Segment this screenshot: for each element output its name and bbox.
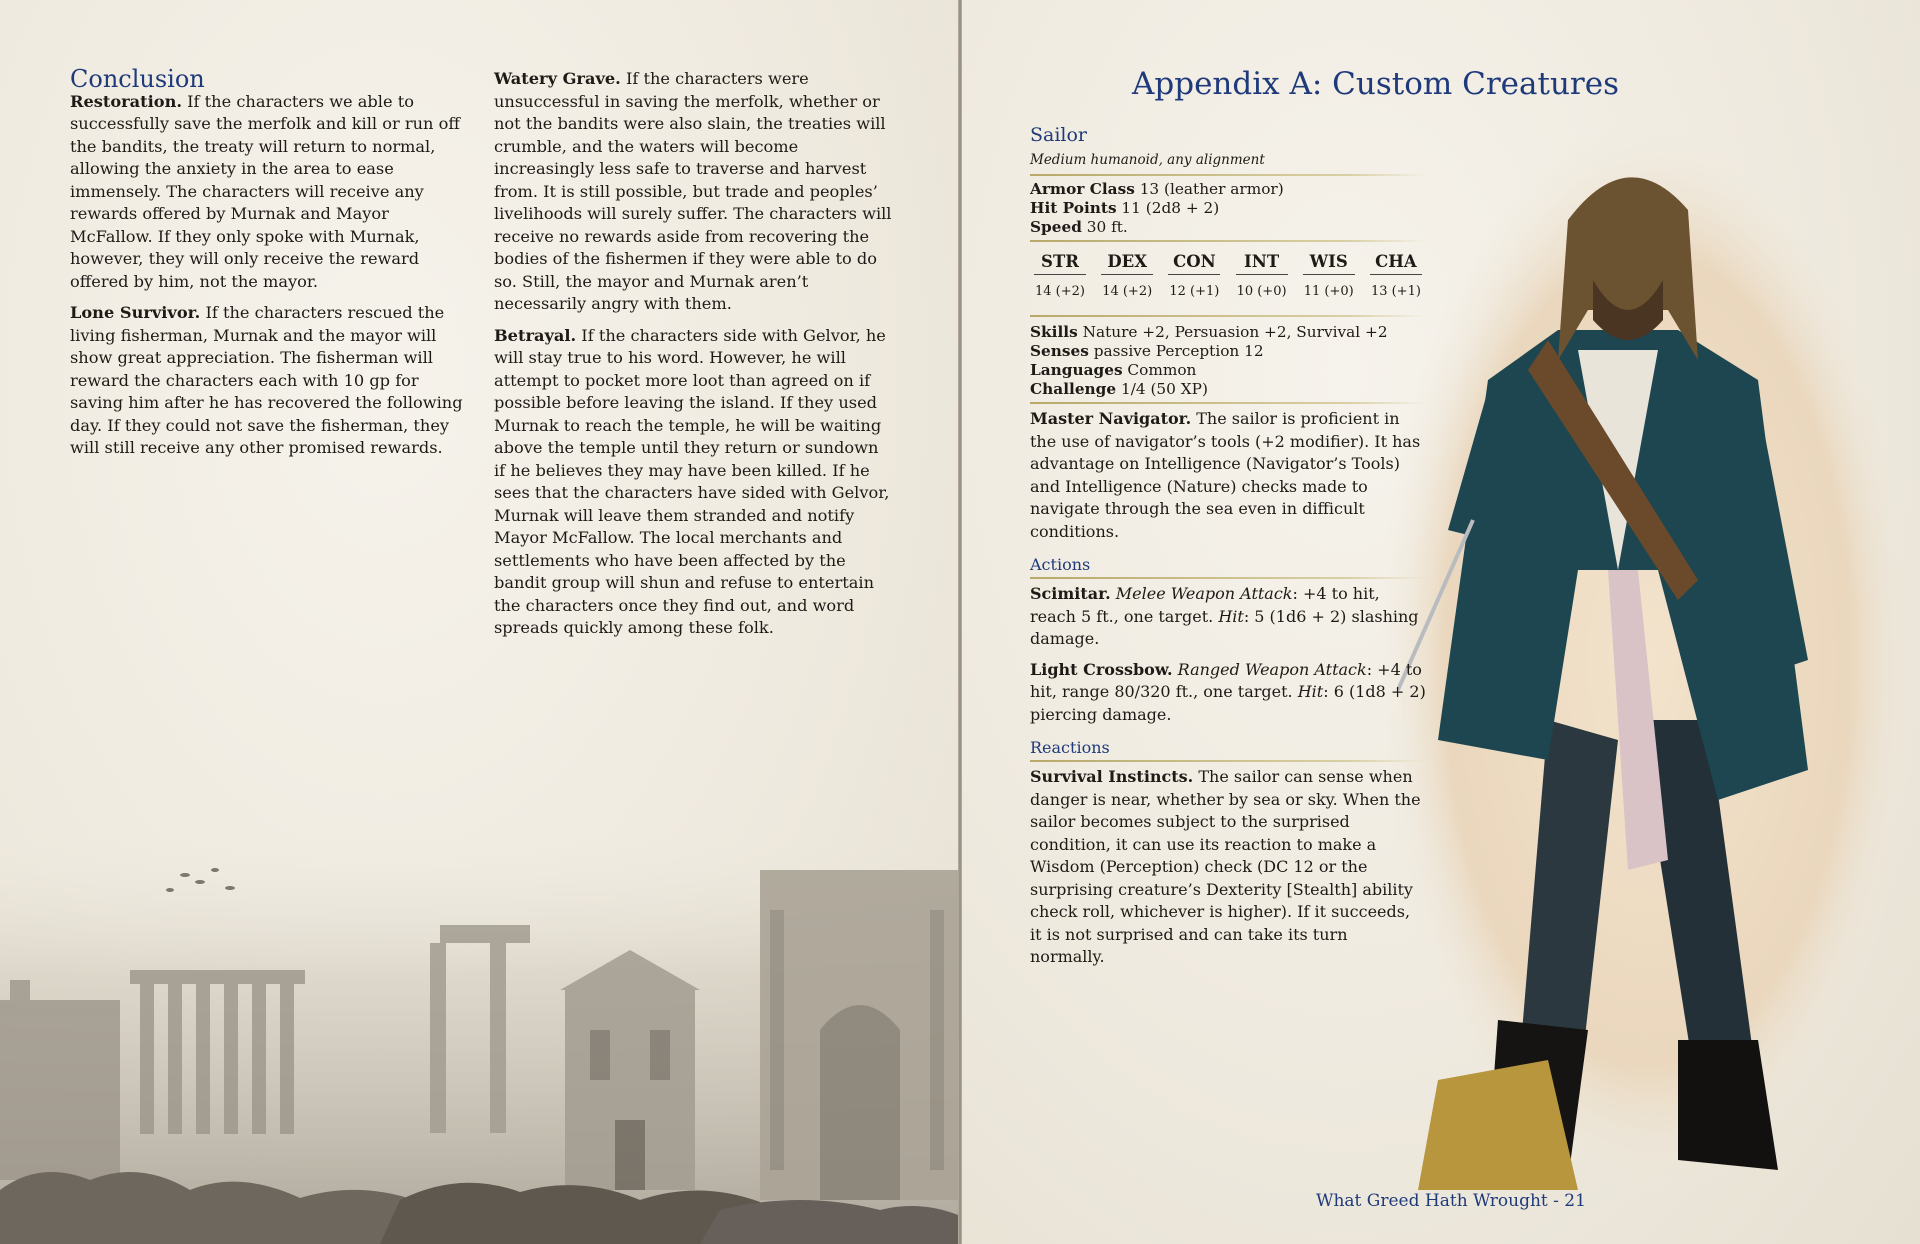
statblock-rule: [1030, 577, 1426, 579]
actions-heading: Actions: [1030, 555, 1091, 574]
skills-value: Nature +2, Persuasion +2, Survival +2: [1077, 323, 1388, 341]
outcomes-column: [494, 68, 894, 649]
page-footer: What Greed Hath Wrought - 21: [1316, 1191, 1586, 1211]
scimitar-text: : +4 to hit, reach 5 ft., one target.: [1030, 584, 1380, 626]
reaction-text: The sailor can sense when danger is near, whether by sea or sky. When the sailor becomes subject to the surprised condition, it can use its reaction to make a Wisdom (Perception) check (DC 12 or the surprising creature’s Dexterity [Stealth] ability check roll, whichever is higher). If it succeeds, it is not surprised and can take its turn normally.: [1030, 767, 1421, 966]
betrayal-text: If the characters side with Gelvor, he will stay true to his word. However, he will attempt to pocket more loot than agreed on if possible before leaving the island. If they used Murnak to reach the temple, he will be waiting above the temple until they return or sundown if he believes they may have been killed. If he sees that the characters have sided with Gelvor, Murnak will leave them stranded and notify Mayor McFallow. The local merchants and settlements who have been affected by the bandit group will shun and refuse to entertain the characters once they find out, and word spreads quickly among these folk.: [494, 325, 890, 637]
reaction-lead: Survival Instincts.: [1030, 767, 1194, 786]
statblock-meta: Medium humanoid, any alignment: [1030, 152, 1265, 168]
ability-label: STR: [1034, 252, 1086, 275]
betrayal-paragraph: [494, 325, 894, 640]
restoration-text: If the characters we able to successfully save the merfolk and kill or run off the bandits, the treaty will return to normal, allowing the anxiety in the area to ease immensely. The characters will receive any rewards offered by Murnak and Mayor McFallow. If they only spoke with Murnak, however, they will only receive the reward offered by him, not the mayor.: [70, 91, 460, 291]
ability-value: 14 (+2): [1035, 284, 1085, 299]
watery-grave-text: If the characters were unsuccessful in saving the merfolk, whether or not the bandits were also slain, the treaties will crumble, and the waters will become increasingly less safe to traverse and harvest from. It is still possible, but trade and peoples’ livelihoods will surely suffer. The characters will receive no rewards aside from recovering the bodies of the fishermen if they were able to do so. Still, the mayor and Murnak aren’t necessarily angry with them.: [494, 69, 892, 313]
statblock-name: Sailor: [1030, 124, 1088, 146]
senses-label: Senses: [1030, 342, 1089, 360]
senses-line: [1030, 342, 1426, 361]
hit-points-value: 11 (2d8 + 2): [1116, 199, 1220, 217]
ability-label: CON: [1168, 252, 1220, 275]
sunken-ruins-illustration: [0, 830, 958, 1244]
crossbow-action: [1030, 659, 1426, 727]
ability-str: [1034, 252, 1086, 301]
languages-line: [1030, 361, 1426, 380]
scimitar-lead: Scimitar.: [1030, 584, 1111, 603]
ability-label: INT: [1236, 252, 1288, 275]
watery-grave-paragraph: [494, 68, 894, 316]
sailor-portrait-illustration: [1378, 100, 1920, 1190]
ability-dex: [1101, 252, 1153, 301]
ability-value: 12 (+1): [1169, 284, 1220, 299]
statblock-rule: [1030, 240, 1426, 242]
statblock-rule: [1030, 315, 1426, 317]
challenge-line: [1030, 380, 1426, 399]
ability-label: WIS: [1303, 252, 1355, 275]
scimitar-hit-label: Hit: [1218, 606, 1244, 626]
watery-grave-lead: Watery Grave.: [494, 69, 621, 88]
trait-text: The sailor is proficient in the use of navigator’s tools (+2 modifier). It has advantage on Intelligence (Navigator’s Tools) and Intelligence (Nature) checks made to navigate through the sea even in difficult conditions.: [1030, 409, 1421, 541]
conclusion-heading: Conclusion: [70, 65, 205, 93]
crossbow-lead: Light Crossbow.: [1030, 659, 1173, 679]
betrayal-lead: Betrayal.: [494, 325, 577, 345]
lone-survivor-text: If the characters rescued the living fisherman, Murnak and the mayor will show great appreciation. The fisherman will reward the characters each with 10 gp for saving him after he has recovered the following day. If they could not save the fisherman, they will still receive any other promised rewards.: [70, 303, 463, 457]
speed-value: 30 ft.: [1081, 218, 1128, 236]
crossbow-hit-label: Hit: [1297, 682, 1324, 701]
ability-value: 14 (+2): [1102, 284, 1153, 299]
trait-lead: Master Navigator.: [1030, 409, 1192, 428]
skills-label: Skills: [1030, 323, 1078, 341]
challenge-value: 1/4 (50 XP): [1116, 380, 1208, 398]
appendix-title: Appendix A: Custom Creatures: [1132, 66, 1619, 102]
master-navigator-trait: [1030, 408, 1426, 543]
statblock-rule: [1030, 174, 1426, 176]
scimitar-action: [1030, 583, 1426, 651]
left-page: [0, 0, 958, 1244]
scimitar-damage: : 5 (1d6 + 2) slashing damage.: [1030, 606, 1419, 648]
right-page: [962, 0, 1920, 1244]
statblock-rule: [1030, 760, 1426, 762]
languages-value: Common: [1122, 361, 1197, 379]
crossbow-damage: : 6 (1d8 + 2) piercing damage.: [1030, 682, 1426, 724]
scimitar-attack-type: Melee Weapon Attack: [1110, 584, 1293, 603]
languages-label: Languages: [1030, 361, 1123, 379]
speed-label: Speed: [1030, 218, 1082, 236]
speed-line: [1030, 218, 1426, 237]
hit-points-line: [1030, 199, 1426, 218]
ability-int: [1236, 252, 1288, 301]
sailor-statblock: [1030, 126, 1426, 977]
senses-value: passive Perception 12: [1088, 342, 1264, 360]
skills-line: [1030, 323, 1426, 342]
conclusion-column: [70, 65, 470, 469]
restoration-paragraph: [70, 91, 470, 294]
ability-cha: [1370, 252, 1422, 301]
ability-value: 10 (+0): [1236, 284, 1287, 299]
armor-class-value: 13 (leather armor): [1134, 180, 1284, 198]
ability-value: 13 (+1): [1370, 284, 1421, 299]
ability-label: DEX: [1101, 252, 1153, 275]
challenge-label: Challenge: [1030, 380, 1117, 398]
crossbow-attack-type: Ranged Weapon Attack: [1172, 659, 1367, 679]
ability-con: [1168, 252, 1220, 301]
lone-survivor-paragraph: [70, 302, 470, 460]
crossbow-text: : +4 to hit, range 80/320 ft., one target.: [1030, 659, 1422, 701]
ability-wis: [1303, 252, 1355, 301]
lone-survivor-lead: Lone Survivor.: [70, 303, 201, 322]
hit-points-label: Hit Points: [1030, 199, 1117, 217]
ability-scores: [1030, 252, 1426, 301]
restoration-lead: Restoration.: [70, 91, 182, 111]
ability-label: CHA: [1370, 252, 1422, 275]
reactions-heading: Reactions: [1030, 738, 1110, 757]
statblock-rule: [1030, 402, 1426, 404]
survival-instincts-reaction: [1030, 766, 1426, 969]
armor-class-line: [1030, 180, 1426, 199]
ability-value: 11 (+0): [1303, 284, 1354, 299]
armor-class-label: Armor Class: [1030, 180, 1135, 198]
